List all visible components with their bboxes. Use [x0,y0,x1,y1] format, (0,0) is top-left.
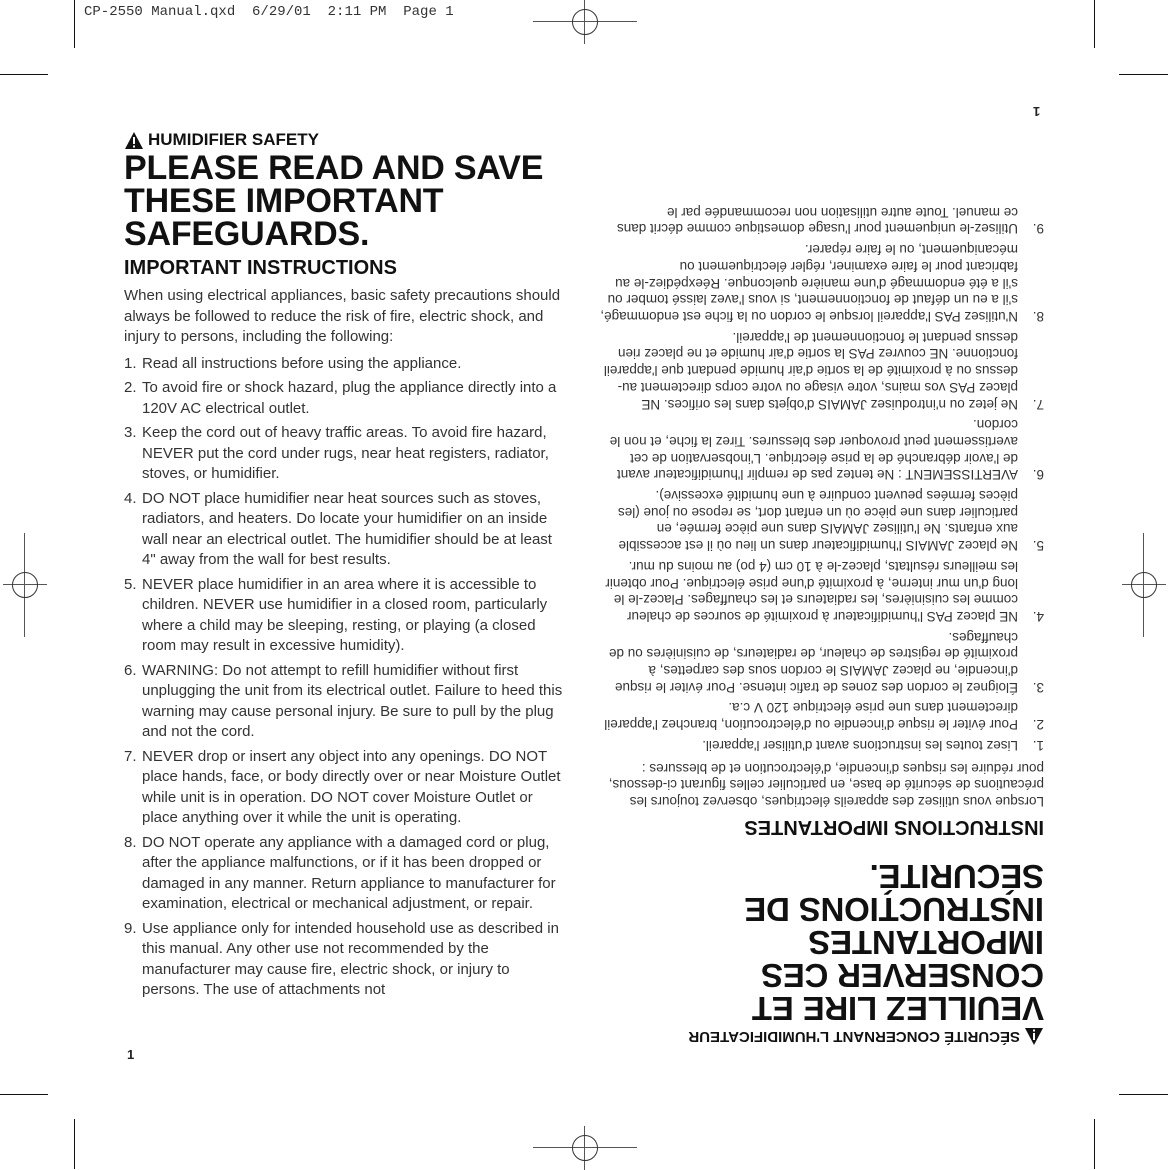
list-item: 3. Keep the cord out of heavy traffic areas. To avoid fire hazard, NEVER put the cord under rugs, near heat registers, radiator, stoves, or humidifier. [124,424,549,482]
section-subtitle: IMPORTANT INSTRUCTIONS [124,257,397,279]
list-item: 6. AVERTISSEMENT : Ne tentez pas de remplir l'humidificateur avant de l'avoir débranché de la prise électrique. L'inobservation de cet avertissement peut provoquer des blessures. Tirez la fiche, et non le cordon. [609,417,1044,483]
crop-mark [1119,74,1168,75]
list-item: 8. N'utilisez PAS l'appareil lorsque le cordon ou la fiche est endommagé, s'il a eu un défaut de fonctionnement, si vous l'avez laissé tomber ou s'il a été endommagé d'une manière quelconque. Réexpédiez-le au fabricant pour le faire examiner, régler électriquement ou mécaniquement, ou le faire réparer. [600,242,1044,325]
crop-mark [1094,0,1095,48]
crop-mark [1094,1119,1095,1169]
registration-mark-icon [1122,563,1166,607]
instruction-list [599,203,1044,753]
intro-paragraph: Lorsque vous utilisez des appareils électriques, observez toujours les précautions de sécurité de base, en particulier celles figurant ci-dessous, pour réduire les risques d'incendie, d'électrocution et de blessures : [608,760,1044,809]
page-number: 1 [1033,104,1041,119]
crop-mark [74,0,75,48]
crop-mark [74,1119,75,1169]
section-kicker: SÉCURITÉ CONCERNANT L'HUMIDIFICATEUR [599,1027,1044,1046]
list-item: 6. WARNING: Do not attempt to refill humidifier without first unplugging the unit from its electrical outlet. Failure to heed this warning may cause personal injury. Be sure to pull by the plug and not the cord. [124,661,563,740]
registration-mark-icon [563,1126,607,1170]
page-title: VEUILLEZ LIRE ET CONSERVER CES IMPORTANTES INSTRUCTIONS DE SÉCURITÉ. [744,858,1044,1027]
list-item: 5. NEVER place humidifier in an area where it is accessible to children. NEVER use humidifier in a closed room, particularly where a child may be sleeping, resting, or playing (a closed room may result in excessive humidity). [124,575,548,654]
print-slug: CP-2550 Manual.qxd 6/29/01 2:11 PM Page 1 [84,4,454,20]
crop-mark [0,1094,48,1095]
crop-mark [0,74,48,75]
list-item: 1. Read all instructions before using the appliance. [124,354,462,372]
section-kicker: HUMIDIFIER SAFETY [124,130,569,150]
list-item: 9. Use appliance only for intended household use as described in this manual. Any other use not recommended by the manufacturer may cause fire, electric shock, or injury to persons. The use of attachments not [124,919,559,998]
warning-triangle-icon [124,131,144,150]
instruction-list [124,354,569,1001]
intro-paragraph: When using electrical appliances, basic safety precautions should always be followed to reduce the risk of fire, electric shock, and injury to persons, including the following: [124,287,561,345]
list-item: 7. Ne jetez ou n'introduisez JAMAIS d'objets dans les orifices. NE placez PAS vos mains, votre visage ou votre corps directement au-dessus ou à proximité de la sortie d'air humide pendant que l'appareil fonctionne. NE couvrez PAS la sortie d'air humide et ne placez rien dessus pendant le fonctionnement de l'appareil. [603,329,1044,412]
crop-mark [1119,1094,1168,1095]
list-item: 7. NEVER drop or insert any object into any openings. DO NOT place hands, face, or body directly over or near Moisture Outlet while unit is in operation. DO NOT cover Moisture Outlet or place anything over it while the unit is operating. [124,747,561,826]
list-item: 1. Lisez toutes les instructions avant d'utiliser l'appareil. [702,737,1044,753]
page-number: 1 [127,1047,135,1062]
section-subtitle: INSTRUCTIONS IMPORTANTES [744,816,1044,838]
list-item: 2. Pour éviter le risque d'incendie ou d'électrocution, branchez l'appareil directement dans une prise électrique 120 V c.a. [604,700,1044,733]
list-item: 9. Utilisez-le uniquement pour l'usage domestique comme décrit dans ce manuel. Toute autre utilisation non recommandée par le [616,204,1044,237]
list-item: 3. Éloignez le cordon des zones de trafic intense. Pour éviter le risque d'incendie, ne placez JAMAIS le cordon sous des carpettes, à proximité de registres de chaleur, de radiateurs, de cuisinières ou de chauffages. [609,629,1044,695]
list-item: 5. Ne placez JAMAIS l'humidificateur dans un lieu où il est accessible aux enfants. Ne l'utilisez JAMAIS dans une pièce fermée, en particulier dans une pièce où un enfant dort, se repose ou joue (les pièces fermées peuvent conduire à une humidité excessive). [617,488,1044,554]
list-item: 2. To avoid fire or shock hazard, plug the appliance directly into a 120V AC electrical outlet. [124,379,557,417]
french-safety-section [599,199,1044,1046]
list-item: 4. DO NOT place humidifier near heat sources such as stoves, radiators, and heaters. Do locate your humidifier on an inside wall near an electrical outlet. The humidifier should be at least 4" away from the wall for best results. [124,489,552,568]
english-safety-section [124,130,569,1005]
registration-mark-icon [3,563,47,607]
page-title: PLEASE READ AND SAVE THESE IMPORTANT SAFEGUARDS. [124,149,544,253]
registration-mark-icon [563,0,607,44]
list-item: 4. NE placez PAS l'humidificateur à proximité de sources de chaleur comme les cuisinières, les radiateurs et les chauffages. Placez-le le long d'un mur interne, à proximité d'une prise électrique. Pour obtenir les meilleurs résultats, placez-le à 10 cm (4 po) au moins du mur. [605,558,1044,624]
list-item: 8. DO NOT operate any appliance with a damaged cord or plug, after the appliance malfunctions, or if it has been dropped or damaged in any manner. Return appliance to manufacturer for examination, electrical or mechanical adjustment, or repair. [124,833,556,912]
warning-info-triangle-icon [1024,1027,1044,1046]
